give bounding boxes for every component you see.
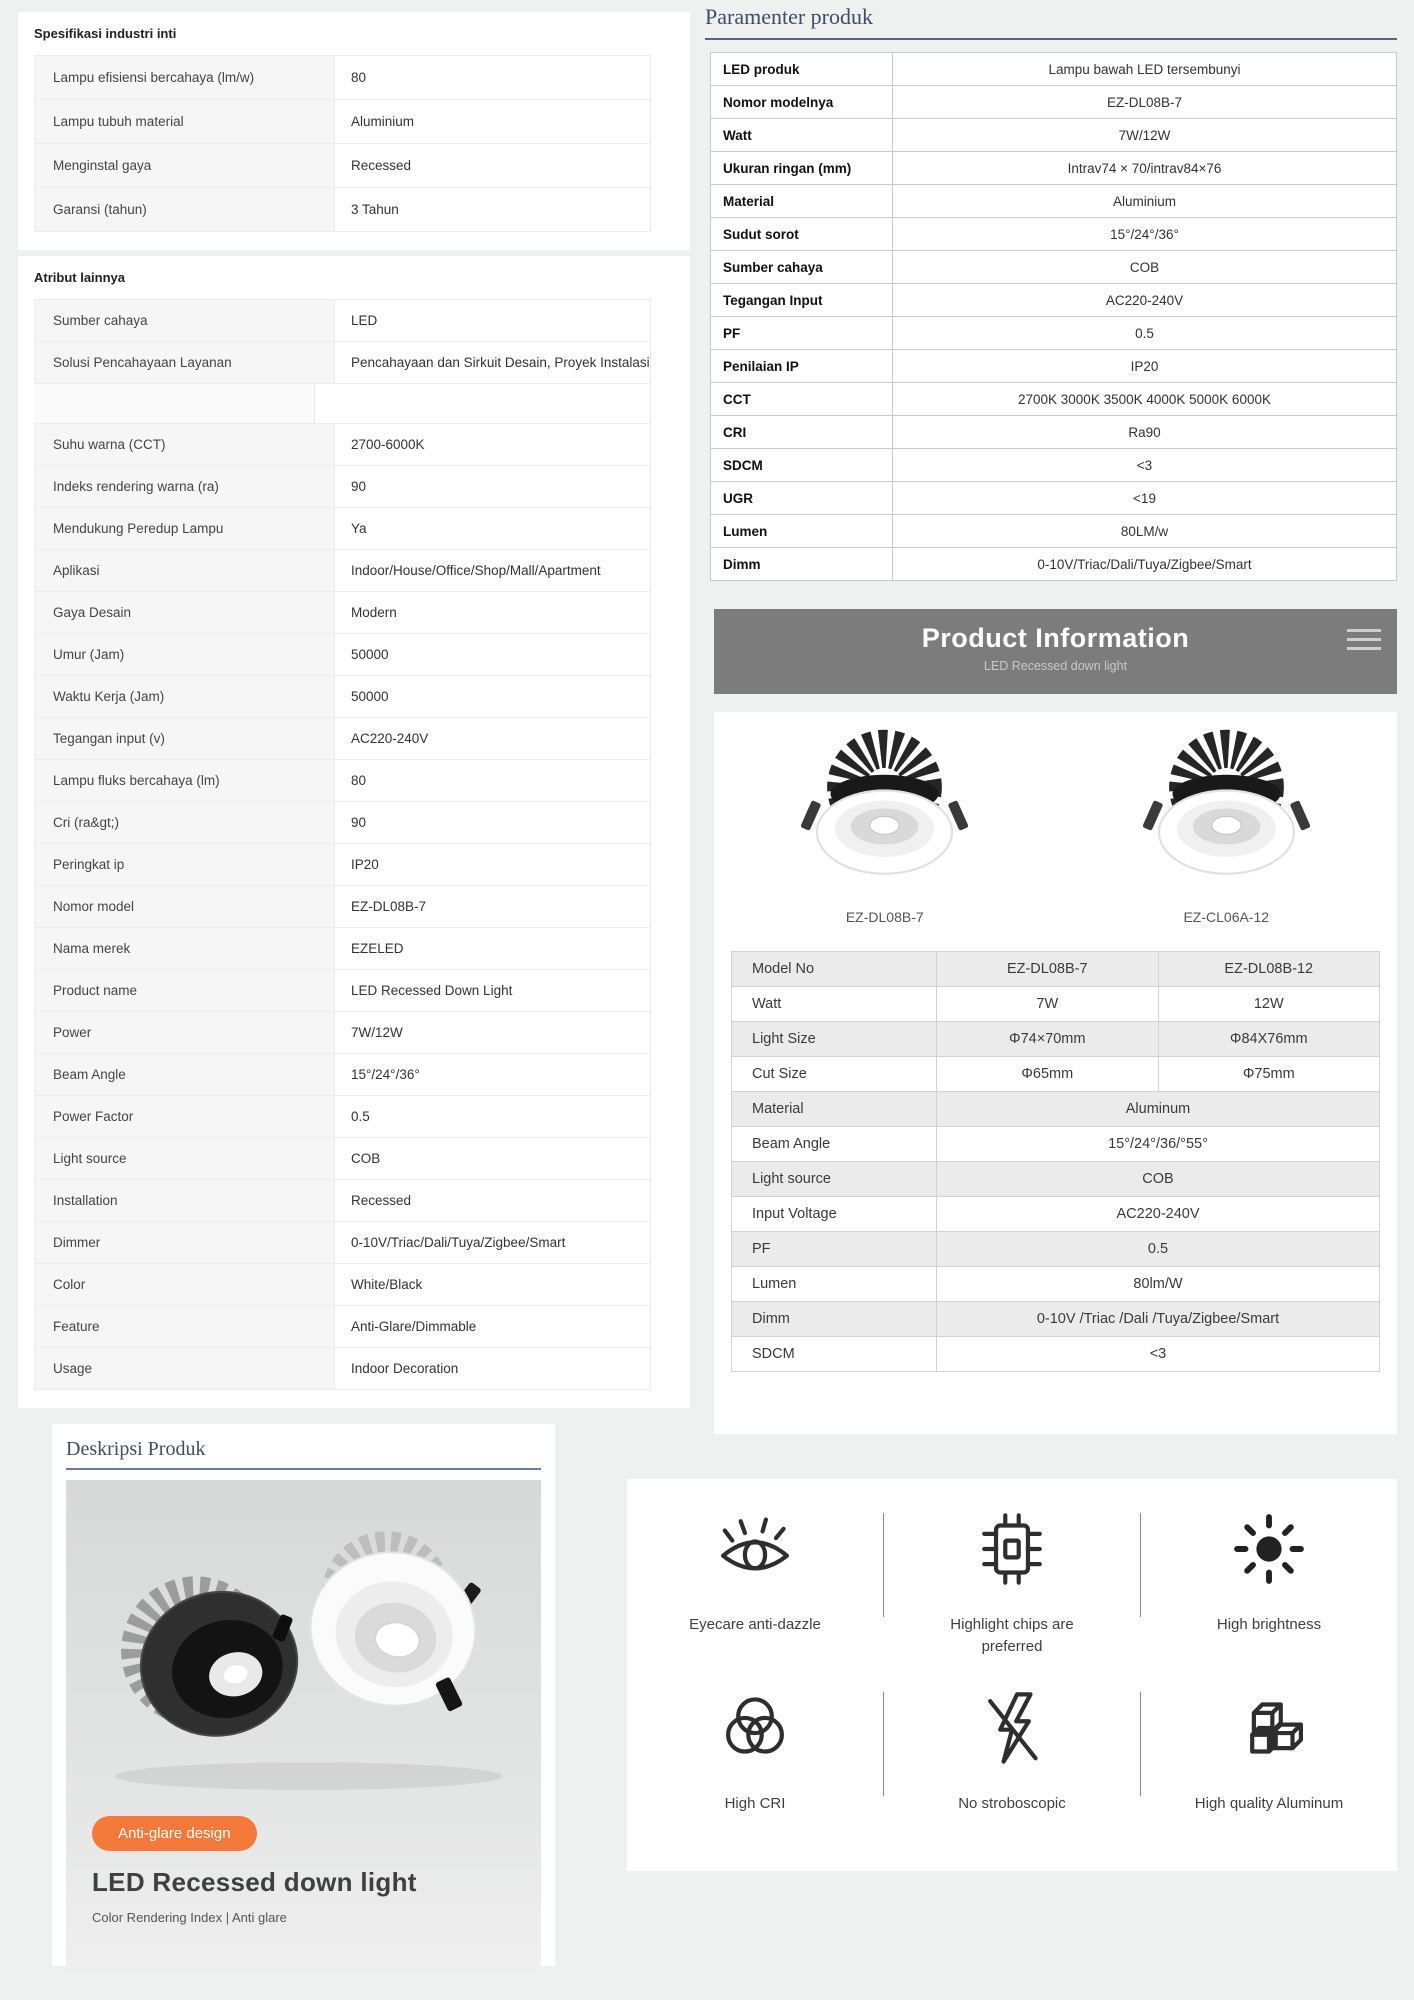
table-row (34, 465, 650, 507)
table-row (34, 885, 650, 927)
comparison-label: Model No (731, 951, 936, 986)
param-value: <3 (892, 448, 1396, 481)
table-row (34, 675, 650, 717)
spec-value: 50000 (334, 675, 650, 717)
product-image (1114, 728, 1339, 925)
chip-icon (970, 1507, 1054, 1591)
comparison-table (731, 951, 1380, 1372)
cri-icon (713, 1686, 797, 1770)
spec-label: Dimmer (34, 1221, 334, 1263)
spec-label: Usage (34, 1347, 334, 1389)
param-row (710, 85, 1396, 118)
spec-value: Aluminium (334, 99, 650, 143)
spec-label: Lampu efisiensi bercahaya (lm/w) (34, 55, 334, 99)
spec-label: Beam Angle (34, 1053, 334, 1095)
comparison-label: Light source (731, 1161, 936, 1196)
comparison-label: Lumen (731, 1266, 936, 1301)
comparison-row (731, 1266, 1379, 1301)
table-row (34, 927, 650, 969)
param-label: LED produk (710, 52, 892, 85)
feature-label: Highlight chips are preferred (950, 1616, 1074, 1655)
spec-label: Indeks rendering warna (ra) (34, 465, 334, 507)
table-row (34, 633, 650, 675)
spec-label: Power Factor (34, 1095, 334, 1137)
table-row (34, 1011, 650, 1053)
param-row (710, 316, 1396, 349)
table-row (34, 1347, 650, 1389)
feature-label: High brightness (1216, 1616, 1322, 1633)
table-row (34, 99, 650, 143)
param-value: 0-10V/Triac/Dali/Tuya/Zigbee/Smart (892, 547, 1396, 580)
table-spacer-row (34, 383, 650, 423)
param-label: CRI (710, 415, 892, 448)
param-label: Lumen (710, 514, 892, 547)
comparison-label: Light Size (731, 1021, 936, 1056)
feature-label: No stroboscopic (958, 1794, 1066, 1812)
param-row (710, 283, 1396, 316)
param-value: IP20 (892, 349, 1396, 382)
comparison-value: Φ65mm (936, 1056, 1158, 1091)
table-row (34, 55, 650, 99)
param-label: Material (710, 184, 892, 217)
spec-label: Sumber cahaya (34, 299, 334, 341)
param-row (710, 547, 1396, 580)
param-row (710, 382, 1396, 415)
param-label: Watt (710, 118, 892, 151)
spec-value: LED Recessed Down Light (334, 969, 650, 1011)
table-row (34, 1305, 650, 1347)
comparison-row (731, 1336, 1379, 1371)
spec-value: Recessed (334, 143, 650, 187)
spec-value: 7W/12W (334, 1011, 650, 1053)
comparison-row (731, 1231, 1379, 1266)
comparison-label: Dimm (731, 1301, 936, 1336)
spec-value: Modern (334, 591, 650, 633)
param-label: Penilaian IP (710, 349, 892, 382)
param-row (710, 217, 1396, 250)
spec-label: Waktu Kerja (Jam) (34, 675, 334, 717)
param-label: Ukuran ringan (mm) (710, 151, 892, 184)
spec-value: Anti-Glare/Dimmable (334, 1305, 650, 1347)
comparison-value: EZ-DL08B-7 (936, 951, 1158, 986)
param-value: Ra90 (892, 415, 1396, 448)
param-label: Sudut sorot (710, 217, 892, 250)
spec-label: Suhu warna (CCT) (34, 423, 334, 465)
spec-label: Tegangan input (v) (34, 717, 334, 759)
table-row (34, 1137, 650, 1179)
param-value: 7W/12W (892, 118, 1396, 151)
table-row (34, 143, 650, 187)
description-subtext: Color Rendering Index | Anti glare (92, 1910, 287, 1925)
spec-value: Ya (334, 507, 650, 549)
table-row (34, 187, 650, 231)
comparison-label: Watt (731, 986, 936, 1021)
param-value: 15°/24°/36° (892, 217, 1396, 250)
table-row (34, 843, 650, 885)
comparison-value: Φ74×70mm (936, 1021, 1158, 1056)
table-row (34, 1263, 650, 1305)
comparison-value: Aluminum (936, 1091, 1379, 1126)
feature-item (1141, 1507, 1397, 1658)
table-row (34, 801, 650, 843)
comparison-value: 0.5 (936, 1231, 1379, 1266)
feature-item (884, 1507, 1140, 1658)
param-label: Dimm (710, 547, 892, 580)
spec-label: Cri (ra&gt;) (34, 801, 334, 843)
comparison-value: AC220-240V (936, 1196, 1379, 1231)
spec-label: Gaya Desain (34, 591, 334, 633)
products-panel (714, 712, 1397, 1434)
spec-label: Peringkat ip (34, 843, 334, 885)
table-row (34, 299, 650, 341)
comparison-value: Φ84X76mm (1158, 1021, 1380, 1056)
comparison-value: COB (936, 1161, 1379, 1196)
comparison-row (731, 1091, 1379, 1126)
param-label: Tegangan Input (710, 283, 892, 316)
spec-value: COB (334, 1137, 650, 1179)
anti-glare-badge: Anti-glare design (92, 1816, 257, 1851)
comparison-label: Cut Size (731, 1056, 936, 1091)
downlight-image-icon (772, 728, 997, 898)
spec-value: LED (334, 299, 650, 341)
spec-value: Indoor/House/Office/Shop/Mall/Apartment (334, 549, 650, 591)
core-specs-table (34, 55, 651, 232)
table-row (34, 507, 650, 549)
table-row (34, 1095, 650, 1137)
comparison-label: Input Voltage (731, 1196, 936, 1231)
param-row (710, 481, 1396, 514)
feature-label: Eyecare anti-dazzle (689, 1616, 821, 1633)
other-attrs-card (18, 256, 690, 1408)
param-row (710, 151, 1396, 184)
feature-label: High quality Aluminum (1194, 1794, 1344, 1812)
spec-value: 80 (334, 759, 650, 801)
comparison-row (731, 951, 1379, 986)
parameters-title: Paramenter produk (705, 4, 1397, 40)
spec-label: Feature (34, 1305, 334, 1347)
param-row (710, 415, 1396, 448)
param-value: COB (892, 250, 1396, 283)
spec-label: Power (34, 1011, 334, 1053)
spec-label: Lampu tubuh material (34, 99, 334, 143)
eye-icon (713, 1507, 797, 1591)
param-label: Sumber cahaya (710, 250, 892, 283)
comparison-value: Φ75mm (1158, 1056, 1380, 1091)
table-row (34, 969, 650, 1011)
comparison-row (731, 1161, 1379, 1196)
features-row (627, 1479, 1397, 1658)
feature-item (627, 1507, 883, 1658)
param-row (710, 250, 1396, 283)
spec-value: Indoor Decoration (334, 1347, 650, 1389)
downlight-image-icon (1114, 728, 1339, 898)
spec-value: Recessed (334, 1179, 650, 1221)
spec-value: EZ-DL08B-7 (334, 885, 650, 927)
spec-label: Light source (34, 1137, 334, 1179)
param-row (710, 514, 1396, 547)
banner-title: Product Information (921, 623, 1190, 653)
spec-value: 0-10V/Triac/Dali/Tuya/Zigbee/Smart (334, 1221, 650, 1263)
feature-label: High CRI (724, 1794, 786, 1812)
table-row (34, 1179, 650, 1221)
description-heading: LED Recessed down light (92, 1867, 417, 1897)
comparison-row (731, 1196, 1379, 1231)
features-panel (627, 1479, 1397, 1871)
spec-label: Installation (34, 1179, 334, 1221)
spec-label: Lampu fluks bercahaya (lm) (34, 759, 334, 801)
param-row (710, 349, 1396, 382)
brightness-icon (1227, 1507, 1311, 1591)
spec-label: Umur (Jam) (34, 633, 334, 675)
param-value: Aluminium (892, 184, 1396, 217)
table-row (34, 1221, 650, 1263)
comparison-value: EZ-DL08B-12 (1158, 951, 1380, 986)
spec-value: IP20 (334, 843, 650, 885)
other-attrs-table (34, 299, 651, 1390)
spec-value: 80 (334, 55, 650, 99)
param-value: Lampu bawah LED tersembunyi (892, 52, 1396, 85)
spec-value: 90 (334, 801, 650, 843)
spec-label: Mendukung Peredup Lampu (34, 507, 334, 549)
table-row (34, 341, 650, 383)
spec-label: Color (34, 1263, 334, 1305)
comparison-value: <3 (936, 1336, 1379, 1371)
param-label: SDCM (710, 448, 892, 481)
spec-label: Solusi Pencahayaan Layanan (34, 341, 334, 383)
param-row (710, 118, 1396, 151)
table-row (34, 549, 650, 591)
spec-label: Menginstal gaya (34, 143, 334, 187)
spec-value: EZELED (334, 927, 650, 969)
spec-label: Garansi (tahun) (34, 187, 334, 231)
param-row (710, 52, 1396, 85)
table-row (34, 759, 650, 801)
comparison-value: 80lm/W (936, 1266, 1379, 1301)
comparison-label: Beam Angle (731, 1126, 936, 1161)
parameters-section (705, 4, 1397, 40)
spec-value: White/Black (334, 1263, 650, 1305)
no-strobe-icon (970, 1686, 1054, 1770)
param-label: PF (710, 316, 892, 349)
comparison-row (731, 1056, 1379, 1091)
spec-value: 90 (334, 465, 650, 507)
core-specs-card (18, 12, 690, 250)
spec-label: Nama merek (34, 927, 334, 969)
description-card (52, 1424, 555, 1966)
features-row (627, 1658, 1397, 1815)
param-value: Intrav74 × 70/intrav84×76 (892, 151, 1396, 184)
comparison-label: SDCM (731, 1336, 936, 1371)
comparison-row (731, 986, 1379, 1021)
table-row (34, 1053, 650, 1095)
product-model-label: EZ-CL06A-12 (1183, 909, 1270, 925)
comparison-label: Material (731, 1091, 936, 1126)
param-value: EZ-DL08B-7 (892, 85, 1396, 118)
comparison-value: 15°/24°/36/°55° (936, 1126, 1379, 1161)
feature-item (1141, 1686, 1397, 1815)
param-row (710, 184, 1396, 217)
param-value: 0.5 (892, 316, 1396, 349)
aluminum-icon (1227, 1686, 1311, 1770)
other-attrs-title: Atribut lainnya (34, 270, 126, 285)
spec-label: Aplikasi (34, 549, 334, 591)
comparison-row (731, 1021, 1379, 1056)
param-label: UGR (710, 481, 892, 514)
comparison-value: 0-10V /Triac /Dali /Tuya/Zigbee/Smart (936, 1301, 1379, 1336)
parameters-table (710, 52, 1397, 581)
spec-value: Pencahayaan dan Sirkuit Desain, Proyek Instalasi (334, 341, 650, 383)
param-value: 80LM/w (892, 514, 1396, 547)
spec-value: 2700-6000K (334, 423, 650, 465)
param-value: 2700K 3000K 3500K 4000K 5000K 6000K (892, 382, 1396, 415)
product-model-label: EZ-DL08B-7 (845, 909, 924, 925)
spec-value: 15°/24°/36° (334, 1053, 650, 1095)
feature-item (627, 1686, 883, 1815)
product-images-row (714, 712, 1397, 925)
param-value: AC220-240V (892, 283, 1396, 316)
param-label: CCT (710, 382, 892, 415)
product-info-banner (714, 609, 1397, 694)
spec-label: Nomor model (34, 885, 334, 927)
product-image (772, 728, 997, 925)
spec-label: Product name (34, 969, 334, 1011)
menu-icon (1347, 629, 1381, 656)
param-value: <19 (892, 481, 1396, 514)
spec-value: 0.5 (334, 1095, 650, 1137)
table-row (34, 423, 650, 465)
spec-value: AC220-240V (334, 717, 650, 759)
core-specs-title: Spesifikasi industri inti (34, 26, 177, 41)
table-row (34, 591, 650, 633)
description-title: Deskripsi Produk (66, 1438, 541, 1470)
comparison-label: PF (731, 1231, 936, 1266)
table-row (34, 717, 650, 759)
banner-subtitle: LED Recessed down light (983, 659, 1128, 673)
comparison-row (731, 1126, 1379, 1161)
param-label: Nomor modelnya (710, 85, 892, 118)
comparison-value: 12W (1158, 986, 1380, 1021)
spec-value: 3 Tahun (334, 187, 650, 231)
comparison-row (731, 1301, 1379, 1336)
param-row (710, 448, 1396, 481)
spec-value: 50000 (334, 633, 650, 675)
comparison-value: 7W (936, 986, 1158, 1021)
product-photo (66, 1480, 541, 1973)
feature-item (884, 1686, 1140, 1815)
downlights-photo-icon (66, 1480, 541, 1798)
